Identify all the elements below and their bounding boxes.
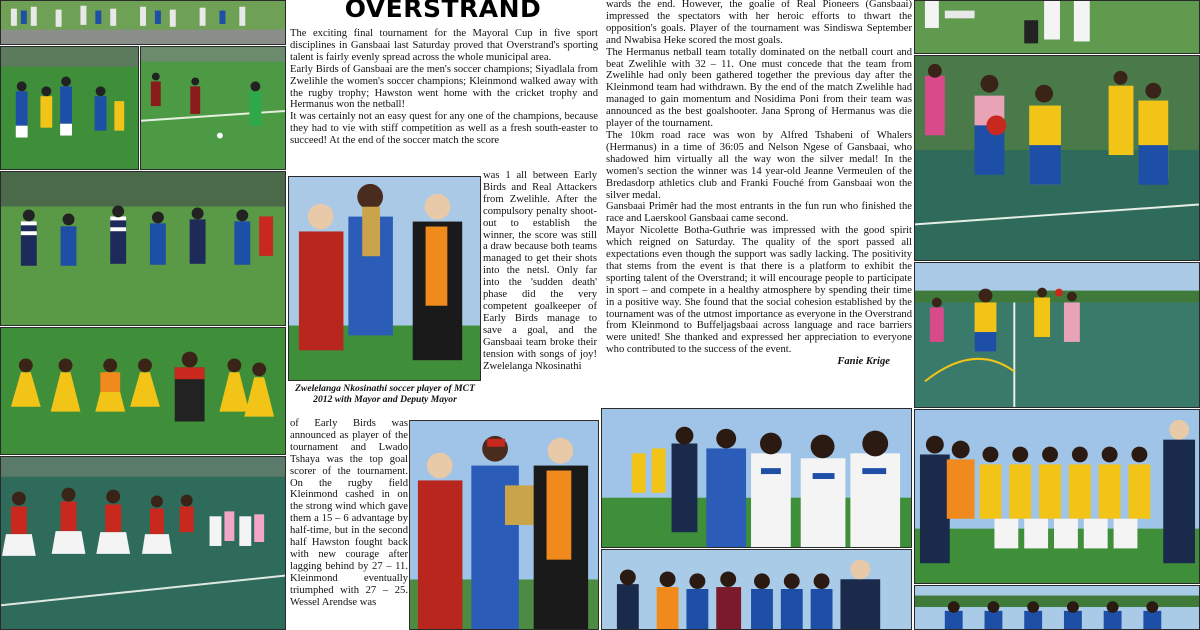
photo-team-group xyxy=(914,409,1200,584)
paragraph-intro: The exciting final tournament for the Mayoral Cup in five sport disciplines in Gansbaai last Saturday proved that Overstrand's sporting talent is fairly evenly spread across the whole municipal area. xyxy=(290,28,598,63)
photo-mayor-trophy-2 xyxy=(409,420,599,630)
photo-womens-soccer-team xyxy=(601,408,912,548)
article-text-col2 xyxy=(606,0,912,368)
photo-soccer-top xyxy=(0,0,286,45)
photo-mayor-with-team xyxy=(601,549,912,630)
photo-cricket-top xyxy=(914,0,1200,54)
photo-soccer-match-right xyxy=(140,46,286,170)
photo-team-bottom xyxy=(914,585,1200,630)
paragraph-soccer: It was certainly not an easy quest for any one of the champions, because they had to vie with stiff competition as well as a fresh south-easter to succeed! At the end of the soccer match the score xyxy=(290,111,598,147)
photo-caption: Zwelelanga Nkosinathi soccer player of MCT 2012 with Mayor and Deputy Mayor xyxy=(295,383,475,405)
paragraph-fun-run: Gansbaai Primêr had the most entrants in the fun run who finished the race and Laerskool Gansbaai came second. xyxy=(606,201,912,225)
headline: OVERSTRAND xyxy=(344,0,542,23)
paragraph-rugby: of Early Birds was announced as player of the tournament and Lwado Tshaya was the top goal scorer of the tournament. On the rugby field Kleinmond cashed in on the strong wind which gave them a 15 – 6 advantage by half-time, but in the second half Hawston fought back with new courage after lagging behind by 27 – 11. Kleinmond eventually triumphed with 27 – 25. Wessel Arendse was xyxy=(290,418,408,608)
photo-rugby-match xyxy=(0,171,286,326)
paragraph-netball: The Hermanus netball team totally dominated on the netball court and beat Zwelihle with 32 – 11. One must concede that the team from Zwelihle had only been gathered together the previous day after the Kleinmond team had withdrawn. By the end of the match Zwelihle had managed to gain momentum and Nosidima Poni from their team was announced as the best goalshooter. Jana Sprong of Hermanus was die player of the tournament. xyxy=(606,46,912,130)
article-text-col1-bottom xyxy=(290,418,408,609)
photo-dancers-white xyxy=(0,456,286,630)
paragraph-champions: Early Birds of Gansbaai are the men's soccer champions; Siyadlala from Zwelihle the women's soccer champions; Kleinmond walked away with the rugby trophy; Hawston went home with the cricket trophy and Hermanus won the netball! xyxy=(290,63,598,111)
article-text-col1-wrap xyxy=(483,170,597,372)
paragraph-penalty: was 1 all between Early Birds and Real Attackers from Zwelihle. After the compulsory penalty shoot-out to establish the winner, the score was still a draw because both teams managed to get their shots into the netsl. Only far into the 'sudden death' phase did the very competent goalkeeper of Early Birds manage to save a goal, and the Gansbaai team broke their tension with songs of joy! Zwelelanga Nkosinathi xyxy=(483,170,597,372)
photo-mayor-trophy xyxy=(288,176,481,381)
photo-netball-court xyxy=(914,262,1200,408)
byline: Fanie Krige xyxy=(837,356,890,368)
photo-netball-jump xyxy=(914,55,1200,261)
paragraph-road-race: The 10km road race was won by Alfred Tshabeni of Whalers (Hermanus) in a time of 36:05 and Nelson Ngese of Gansbaai, who shadowed him virtually all the way won the silver medal! In the women's section the winner was 14 year-old Jeanne Vermeulen of the Bredasdorp athletics club and Franki Fouché from Gansbaai won the silver medal. xyxy=(606,129,912,201)
photo-soccer-match-left xyxy=(0,46,139,170)
article-text-col1-top xyxy=(290,28,598,147)
paragraph-womens-soccer: wards the end. However, the goalie of Real Pioneers (Gansbaai) impressed the spectators with her heroic efforts to thwart the opposition's goals. Player of the tournament was Sindiswa September and Nwabisa Heke scored the most goals. xyxy=(606,0,912,46)
paragraph-mayor: Mayor Nicolette Botha-Guthrie was impressed with the good spirit which reigned on Saturday. The quality of the sport passed all expectations even though the support was sadly lacking. The positivity that stems from the event is that there is a platform to exhibit the sporting talent of the Overstrand; it will encourage people to participate in sport – and compete in a healthy atmosphere by spending their time in a positive way. She found that the social cohesion established by the tournament was of the utmost importance as everyone in the Overstrand from Kleinmond to Buffeljagsbaai across language and race barriers were united! She thanked and expressed her appreciation to everyone who contributed to the success of the event. xyxy=(606,225,912,356)
photo-dancers-yellow xyxy=(0,327,286,455)
